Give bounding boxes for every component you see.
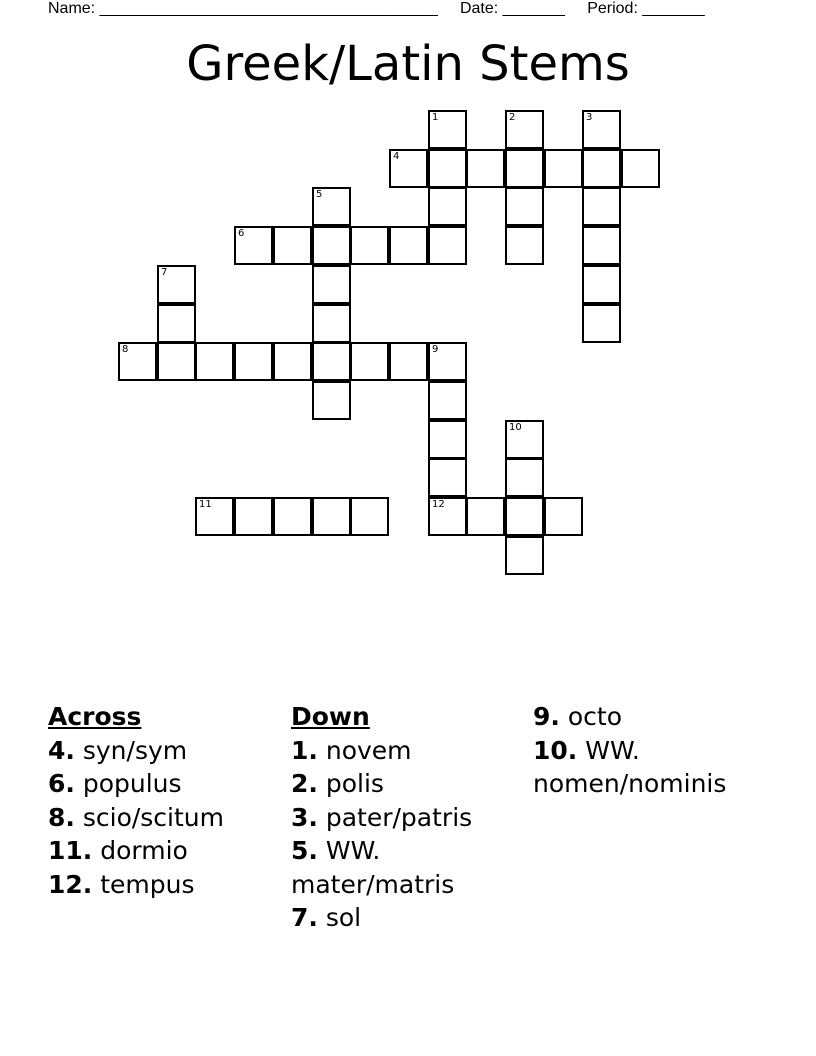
crossword-cell[interactable]	[466, 497, 505, 536]
cell-number: 4	[393, 151, 400, 162]
clue-item	[291, 834, 511, 901]
cell-number: 3	[586, 112, 593, 123]
clue-item	[291, 801, 511, 835]
crossword-cell[interactable]	[505, 458, 544, 497]
crossword-cell[interactable]	[505, 110, 544, 149]
cell-number: 8	[122, 344, 129, 355]
crossword-cell[interactable]	[428, 342, 467, 381]
clue-item	[48, 767, 224, 801]
clue-item	[533, 700, 773, 734]
clue-item	[533, 734, 773, 801]
clue-text: WW. mater/matris	[291, 836, 455, 899]
name-label: Name:	[48, 0, 96, 17]
crossword-cell[interactable]	[582, 226, 621, 265]
crossword-cell[interactable]	[312, 342, 351, 381]
crossword-cell[interactable]	[428, 226, 467, 265]
crossword-cell[interactable]	[312, 187, 351, 226]
crossword-cell[interactable]	[582, 110, 621, 149]
crossword-cell[interactable]	[505, 497, 544, 536]
crossword-cell[interactable]	[273, 497, 312, 536]
down-clues	[291, 700, 511, 935]
name-blank[interactable]: ______________________________________	[99, 0, 438, 17]
clue-number: 6.	[48, 769, 75, 798]
across-clue-list	[48, 734, 224, 902]
clue-text: WW. nomen/nominis	[533, 735, 727, 798]
crossword-cell[interactable]	[350, 226, 389, 265]
clue-text: dormio	[92, 836, 188, 865]
crossword-cell[interactable]	[428, 381, 467, 420]
date-blank[interactable]: _______	[502, 0, 565, 17]
clue-text: polis	[317, 769, 384, 798]
crossword-cell[interactable]	[273, 342, 312, 381]
clue-item	[291, 734, 511, 768]
clue-text: tempus	[92, 869, 195, 899]
clue-number: 1.	[291, 735, 318, 765]
clue-number: 2.	[291, 769, 318, 798]
crossword-cell[interactable]	[312, 304, 351, 343]
clue-item	[48, 734, 224, 768]
crossword-cell[interactable]	[312, 497, 351, 536]
cell-number: 6	[238, 228, 245, 239]
cell-number: 7	[161, 267, 168, 278]
crossword-cell[interactable]	[234, 497, 273, 536]
clue-text: populus	[74, 769, 182, 798]
down-clue-list-continued	[533, 700, 773, 801]
crossword-cell[interactable]	[389, 342, 428, 381]
down-clue-list	[291, 734, 511, 935]
crossword-cell[interactable]	[389, 226, 428, 265]
crossword-cell[interactable]	[428, 110, 467, 149]
crossword-cell[interactable]	[621, 149, 660, 188]
crossword-cell[interactable]	[466, 149, 505, 188]
clue-number: 9.	[533, 702, 560, 731]
crossword-cell[interactable]	[582, 304, 621, 343]
crossword-cell[interactable]	[350, 497, 389, 536]
crossword-cell[interactable]	[505, 226, 544, 265]
crossword-cell[interactable]	[157, 265, 196, 304]
clue-text: novem	[317, 735, 412, 765]
date-label: Date:	[459, 0, 499, 17]
clue-text: syn/sym	[74, 735, 188, 765]
page-title: Greek/Latin Stems	[186, 36, 630, 92]
clue-item	[48, 801, 224, 835]
down-clues-continued	[533, 700, 773, 801]
crossword-cell[interactable]	[544, 149, 583, 188]
clue-text: sol	[317, 903, 362, 932]
crossword-cell[interactable]	[157, 342, 196, 381]
cell-number: 2	[509, 112, 516, 123]
crossword-cell[interactable]	[505, 420, 544, 459]
cell-number: 9	[432, 344, 439, 355]
cell-number: 5	[316, 189, 323, 200]
crossword-cell[interactable]	[428, 420, 467, 459]
clue-number: 4.	[48, 735, 75, 765]
clue-item	[291, 767, 511, 801]
down-heading: Down	[291, 702, 370, 731]
period-label: Period:	[587, 0, 638, 17]
crossword-cell[interactable]	[428, 458, 467, 497]
crossword-cell[interactable]	[582, 265, 621, 304]
crossword-cell[interactable]	[505, 187, 544, 226]
clue-number: 12.	[48, 869, 93, 899]
clue-number: 11.	[48, 836, 93, 865]
clue-item	[291, 901, 511, 935]
crossword-cell[interactable]	[505, 149, 544, 188]
clue-text: octo	[559, 702, 622, 731]
crossword-cell[interactable]	[582, 149, 621, 188]
clue-item	[48, 834, 224, 868]
crossword-cell[interactable]	[350, 342, 389, 381]
clue-text: pater/patris	[317, 802, 473, 832]
crossword-cell[interactable]	[428, 187, 467, 226]
cell-number: 11	[199, 499, 212, 510]
clue-number: 10.	[533, 735, 578, 765]
crossword-cell[interactable]	[118, 342, 157, 381]
crossword-cell[interactable]	[312, 381, 351, 420]
crossword-cell[interactable]	[195, 497, 234, 536]
crossword-cell[interactable]	[312, 265, 351, 304]
across-heading: Across	[48, 702, 142, 731]
crossword-cell[interactable]	[582, 187, 621, 226]
crossword-cell[interactable]	[312, 226, 351, 265]
clue-number: 3.	[291, 802, 318, 832]
cell-number: 10	[509, 422, 522, 433]
cell-number: 1	[432, 112, 439, 123]
crossword-cell[interactable]	[273, 226, 312, 265]
clue-text: scio/scitum	[74, 802, 225, 832]
crossword-cell[interactable]	[157, 304, 196, 343]
cell-number: 12	[432, 499, 445, 510]
crossword-cell[interactable]	[195, 342, 234, 381]
clue-number: 8.	[48, 802, 75, 832]
clue-item	[48, 868, 224, 902]
clue-number: 7.	[291, 903, 318, 932]
crossword-cell[interactable]	[544, 497, 583, 536]
crossword-cell[interactable]	[234, 342, 273, 381]
period-blank[interactable]: _______	[642, 0, 705, 17]
crossword-cell[interactable]	[428, 497, 467, 536]
clue-number: 5.	[291, 836, 318, 865]
crossword-cell[interactable]	[505, 536, 544, 575]
crossword-cell[interactable]	[389, 149, 428, 188]
across-clues	[48, 700, 224, 901]
crossword-cell[interactable]	[234, 226, 273, 265]
crossword-cell[interactable]	[428, 149, 467, 188]
